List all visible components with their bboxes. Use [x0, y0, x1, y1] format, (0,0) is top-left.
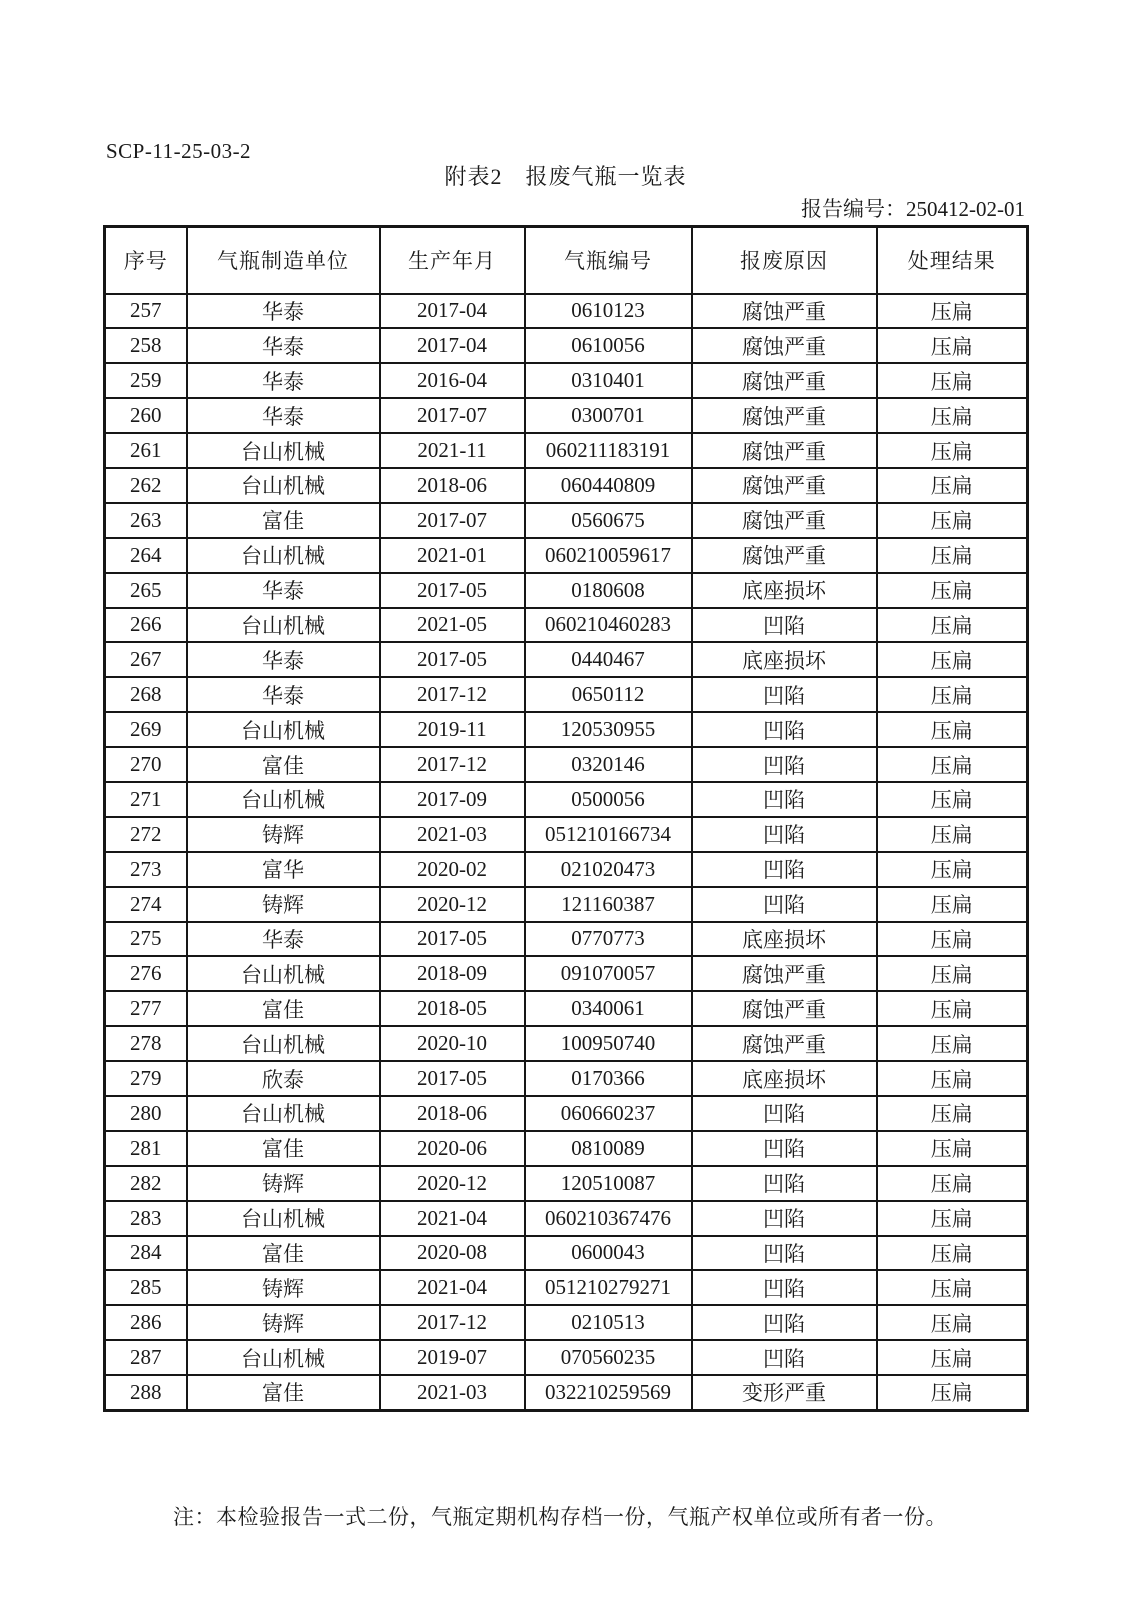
- table-cell: 华泰: [187, 642, 380, 677]
- table-cell: 2021-04: [380, 1270, 525, 1305]
- table-row: [105, 433, 1028, 468]
- table-cell: 腐蚀严重: [692, 328, 877, 363]
- table-cell: 压扁: [877, 538, 1028, 573]
- table-cell: 275: [105, 922, 187, 957]
- table-cell: 压扁: [877, 991, 1028, 1026]
- table-cell: 压扁: [877, 817, 1028, 852]
- table-cell: 2017-05: [380, 922, 525, 957]
- table-cell: 274: [105, 887, 187, 922]
- table-cell: 压扁: [877, 1096, 1028, 1131]
- report-number: [801, 193, 1025, 223]
- table-row: [105, 1236, 1028, 1271]
- table-cell: 压扁: [877, 887, 1028, 922]
- table-cell: 273: [105, 852, 187, 887]
- table-cell: 2021-03: [380, 817, 525, 852]
- table-cell: 欣泰: [187, 1061, 380, 1096]
- table-cell: 华泰: [187, 573, 380, 608]
- table-cell: 压扁: [877, 747, 1028, 782]
- table-header-cell: 生产年月: [380, 227, 525, 294]
- table-row: [105, 1375, 1028, 1410]
- table-cell: 257: [105, 294, 187, 329]
- table-cell: 283: [105, 1201, 187, 1236]
- table-row: [105, 1131, 1028, 1166]
- table-cell: 凹陷: [692, 608, 877, 643]
- table-cell: 2021-05: [380, 608, 525, 643]
- table-cell: 富佳: [187, 1375, 380, 1410]
- table-cell: 腐蚀严重: [692, 398, 877, 433]
- table-cell: 底座损坏: [692, 1061, 877, 1096]
- report-number-value: 250412-02-01: [906, 197, 1025, 221]
- table-cell: 压扁: [877, 677, 1028, 712]
- table-cell: 富佳: [187, 1131, 380, 1166]
- table-cell: 压扁: [877, 433, 1028, 468]
- table-cell: 华泰: [187, 677, 380, 712]
- table-cell: 台山机械: [187, 433, 380, 468]
- table-cell: 富佳: [187, 747, 380, 782]
- table-cell: 台山机械: [187, 956, 380, 991]
- table-cell: 腐蚀严重: [692, 433, 877, 468]
- table-cell: 压扁: [877, 1026, 1028, 1061]
- table-cell: 压扁: [877, 712, 1028, 747]
- table-cell: 265: [105, 573, 187, 608]
- table-cell: 2017-04: [380, 328, 525, 363]
- table-cell: 267: [105, 642, 187, 677]
- table-cell: 台山机械: [187, 538, 380, 573]
- table-row: [105, 1305, 1028, 1340]
- table-row: [105, 363, 1028, 398]
- table-cell: 120530955: [525, 712, 692, 747]
- table-cell: 压扁: [877, 852, 1028, 887]
- table-cell: 铸辉: [187, 1305, 380, 1340]
- table-row: [105, 1340, 1028, 1375]
- table-cell: 凹陷: [692, 712, 877, 747]
- table-cell: 100950740: [525, 1026, 692, 1061]
- table-cell: 051210166734: [525, 817, 692, 852]
- table-cell: 腐蚀严重: [692, 1026, 877, 1061]
- table-cell: 277: [105, 991, 187, 1026]
- table-row: [105, 747, 1028, 782]
- table-cell: 压扁: [877, 1305, 1028, 1340]
- table-cell: 2018-06: [380, 1096, 525, 1131]
- table-cell: 070560235: [525, 1340, 692, 1375]
- table-cell: 富佳: [187, 1236, 380, 1271]
- table-cell: 282: [105, 1166, 187, 1201]
- table-cell: 263: [105, 503, 187, 538]
- table-cell: 261: [105, 433, 187, 468]
- table-row: [105, 608, 1028, 643]
- table-cell: 2017-07: [380, 398, 525, 433]
- table-cell: 压扁: [877, 468, 1028, 503]
- table-cell: 腐蚀严重: [692, 956, 877, 991]
- table-cell: 2017-07: [380, 503, 525, 538]
- table-cell: 凹陷: [692, 677, 877, 712]
- table-cell: 278: [105, 1026, 187, 1061]
- table-header-cell: 序号: [105, 227, 187, 294]
- table-cell: 2021-03: [380, 1375, 525, 1410]
- table-header-cell: 报废原因: [692, 227, 877, 294]
- table-cell: 压扁: [877, 922, 1028, 957]
- table-cell: 2020-12: [380, 887, 525, 922]
- table-cell: 底座损坏: [692, 642, 877, 677]
- table-cell: 268: [105, 677, 187, 712]
- table-cell: 091070057: [525, 956, 692, 991]
- page-title: 附表2 报废气瓶一览表: [444, 164, 687, 189]
- table-cell: 279: [105, 1061, 187, 1096]
- table-cell: 腐蚀严重: [692, 538, 877, 573]
- table-cell: 压扁: [877, 573, 1028, 608]
- table-cell: 台山机械: [187, 1026, 380, 1061]
- table-row: [105, 1201, 1028, 1236]
- table-cell: 压扁: [877, 328, 1028, 363]
- table-cell: 华泰: [187, 363, 380, 398]
- table-cell: 华泰: [187, 294, 380, 329]
- table-row: [105, 1166, 1028, 1201]
- doc-code: SCP-11-25-03-2: [106, 139, 252, 163]
- table-row: [105, 503, 1028, 538]
- table-cell: 0170366: [525, 1061, 692, 1096]
- table-cell: 0340061: [525, 991, 692, 1026]
- table-cell: 压扁: [877, 1270, 1028, 1305]
- table-cell: 262: [105, 468, 187, 503]
- table-cell: 032210259569: [525, 1375, 692, 1410]
- table-cell: 铸辉: [187, 887, 380, 922]
- table-cell: 2017-12: [380, 747, 525, 782]
- table-row: [105, 398, 1028, 433]
- table-cell: 0320146: [525, 747, 692, 782]
- table-cell: 2017-05: [380, 642, 525, 677]
- table-cell: 2019-07: [380, 1340, 525, 1375]
- table-cell: 286: [105, 1305, 187, 1340]
- table-cell: 凹陷: [692, 1131, 877, 1166]
- table-cell: 2017-12: [380, 1305, 525, 1340]
- table-cell: 0770773: [525, 922, 692, 957]
- table-cell: 富佳: [187, 503, 380, 538]
- table-cell: 0210513: [525, 1305, 692, 1340]
- table-cell: 0610123: [525, 294, 692, 329]
- table-header-cell: 气瓶编号: [525, 227, 692, 294]
- table-cell: 富佳: [187, 991, 380, 1026]
- table-cell: 台山机械: [187, 1096, 380, 1131]
- table-cell: 凹陷: [692, 747, 877, 782]
- table-cell: 2016-04: [380, 363, 525, 398]
- table-cell: 富华: [187, 852, 380, 887]
- table-cell: 2017-12: [380, 677, 525, 712]
- scrapped-cylinder-table: [103, 225, 1029, 1412]
- table-cell: 2020-08: [380, 1236, 525, 1271]
- table-cell: 060440809: [525, 468, 692, 503]
- table-row: [105, 294, 1028, 329]
- table-cell: 凹陷: [692, 1166, 877, 1201]
- table-cell: 腐蚀严重: [692, 468, 877, 503]
- table-row: [105, 991, 1028, 1026]
- table-cell: 2018-06: [380, 468, 525, 503]
- table-cell: 凹陷: [692, 1236, 877, 1271]
- table-cell: 0610056: [525, 328, 692, 363]
- table-cell: 台山机械: [187, 712, 380, 747]
- table-header-cell: 处理结果: [877, 227, 1028, 294]
- table-cell: 底座损坏: [692, 922, 877, 957]
- table-cell: 台山机械: [187, 1340, 380, 1375]
- table-cell: 060660237: [525, 1096, 692, 1131]
- table-cell: 腐蚀严重: [692, 991, 877, 1026]
- table-cell: 121160387: [525, 887, 692, 922]
- table-cell: 0650112: [525, 677, 692, 712]
- table-cell: 0600043: [525, 1236, 692, 1271]
- table-cell: 280: [105, 1096, 187, 1131]
- table-cell: 铸辉: [187, 1270, 380, 1305]
- table-cell: 2018-09: [380, 956, 525, 991]
- table-cell: 压扁: [877, 782, 1028, 817]
- table-cell: 压扁: [877, 503, 1028, 538]
- table-cell: 凹陷: [692, 1270, 877, 1305]
- table-cell: 压扁: [877, 294, 1028, 329]
- table-cell: 0810089: [525, 1131, 692, 1166]
- table-header-row: [105, 227, 1028, 294]
- table-cell: 0440467: [525, 642, 692, 677]
- table-cell: 凹陷: [692, 782, 877, 817]
- table-cell: 287: [105, 1340, 187, 1375]
- table-header-cell: 气瓶制造单位: [187, 227, 380, 294]
- table-cell: 凹陷: [692, 1096, 877, 1131]
- table-cell: 270: [105, 747, 187, 782]
- table-row: [105, 642, 1028, 677]
- table-cell: 华泰: [187, 328, 380, 363]
- table-row: [105, 677, 1028, 712]
- table-cell: 台山机械: [187, 1201, 380, 1236]
- table-cell: 压扁: [877, 1375, 1028, 1410]
- table-cell: 压扁: [877, 363, 1028, 398]
- table-cell: 华泰: [187, 398, 380, 433]
- table-cell: 压扁: [877, 1131, 1028, 1166]
- table-cell: 凹陷: [692, 852, 877, 887]
- table-cell: 压扁: [877, 608, 1028, 643]
- table-cell: 凹陷: [692, 1305, 877, 1340]
- table-cell: 2020-06: [380, 1131, 525, 1166]
- table-cell: 2020-10: [380, 1026, 525, 1061]
- table-cell: 060211183191: [525, 433, 692, 468]
- table-cell: 腐蚀严重: [692, 503, 877, 538]
- table-cell: 压扁: [877, 1340, 1028, 1375]
- table-row: [105, 1061, 1028, 1096]
- table-row: [105, 573, 1028, 608]
- table-row: [105, 782, 1028, 817]
- table-row: [105, 817, 1028, 852]
- table-cell: 021020473: [525, 852, 692, 887]
- table-cell: 0300701: [525, 398, 692, 433]
- table-cell: 2017-05: [380, 573, 525, 608]
- table-cell: 压扁: [877, 1201, 1028, 1236]
- table-row: [105, 712, 1028, 747]
- table-cell: 台山机械: [187, 608, 380, 643]
- table-cell: 变形严重: [692, 1375, 877, 1410]
- table-cell: 2017-05: [380, 1061, 525, 1096]
- table-cell: 264: [105, 538, 187, 573]
- table-cell: 华泰: [187, 922, 380, 957]
- table-cell: 0180608: [525, 573, 692, 608]
- table-cell: 铸辉: [187, 817, 380, 852]
- table-row: [105, 538, 1028, 573]
- table-cell: 060210367476: [525, 1201, 692, 1236]
- table-cell: 底座损坏: [692, 573, 877, 608]
- table-cell: 2020-02: [380, 852, 525, 887]
- table-cell: 260: [105, 398, 187, 433]
- table-row: [105, 1096, 1028, 1131]
- table-cell: 压扁: [877, 642, 1028, 677]
- table-cell: 060210059617: [525, 538, 692, 573]
- table-cell: 284: [105, 1236, 187, 1271]
- table-row: [105, 922, 1028, 957]
- table-cell: 2021-11: [380, 433, 525, 468]
- footer-note: 注：本检验报告一式二份，气瓶定期机构存档一份，气瓶产权单位或所有者一份。: [173, 1505, 947, 1529]
- table-cell: 276: [105, 956, 187, 991]
- table-cell: 凹陷: [692, 817, 877, 852]
- table-cell: 0500056: [525, 782, 692, 817]
- table-row: [105, 328, 1028, 363]
- table-cell: 2020-12: [380, 1166, 525, 1201]
- table-cell: 266: [105, 608, 187, 643]
- table-cell: 压扁: [877, 956, 1028, 991]
- table-cell: 压扁: [877, 1236, 1028, 1271]
- table-cell: 281: [105, 1131, 187, 1166]
- table-row: [105, 1270, 1028, 1305]
- table-cell: 2019-11: [380, 712, 525, 747]
- table-cell: 060210460283: [525, 608, 692, 643]
- table-cell: 凹陷: [692, 1201, 877, 1236]
- table-cell: 铸辉: [187, 1166, 380, 1201]
- report-number-label: 报告编号：: [801, 197, 906, 221]
- table-cell: 258: [105, 328, 187, 363]
- table-cell: 051210279271: [525, 1270, 692, 1305]
- table-cell: 凹陷: [692, 1340, 877, 1375]
- table-cell: 259: [105, 363, 187, 398]
- table-row: [105, 852, 1028, 887]
- table-cell: 台山机械: [187, 468, 380, 503]
- table-cell: 288: [105, 1375, 187, 1410]
- table-cell: 271: [105, 782, 187, 817]
- table-cell: 2017-04: [380, 294, 525, 329]
- table-cell: 台山机械: [187, 782, 380, 817]
- table-cell: 0560675: [525, 503, 692, 538]
- table-cell: 压扁: [877, 398, 1028, 433]
- table-cell: 2017-09: [380, 782, 525, 817]
- table-row: [105, 1026, 1028, 1061]
- table-cell: 285: [105, 1270, 187, 1305]
- table-cell: 120510087: [525, 1166, 692, 1201]
- table-row: [105, 468, 1028, 503]
- table-cell: 0310401: [525, 363, 692, 398]
- table-cell: 凹陷: [692, 887, 877, 922]
- table-body: [105, 294, 1028, 1411]
- table-cell: 腐蚀严重: [692, 363, 877, 398]
- table-row: [105, 887, 1028, 922]
- table-cell: 2018-05: [380, 991, 525, 1026]
- table-cell: 2021-04: [380, 1201, 525, 1236]
- table-cell: 压扁: [877, 1166, 1028, 1201]
- table-cell: 272: [105, 817, 187, 852]
- table-cell: 269: [105, 712, 187, 747]
- table-cell: 2021-01: [380, 538, 525, 573]
- table-row: [105, 956, 1028, 991]
- table-cell: 压扁: [877, 1061, 1028, 1096]
- table-cell: 腐蚀严重: [692, 294, 877, 329]
